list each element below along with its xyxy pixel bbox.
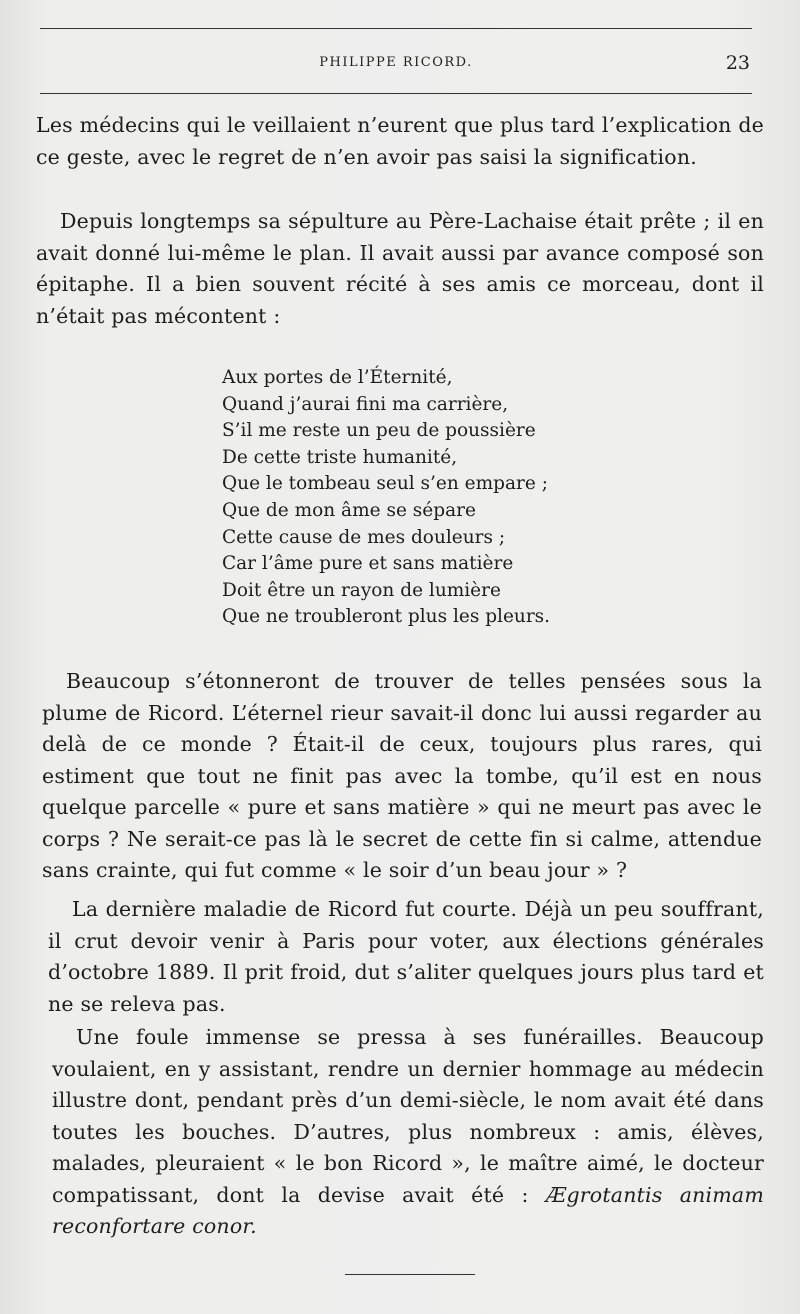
paragraph-text: Beaucoup s’étonneront de trouver de telles pensées sous la plume de Ricord. L’éternel rieur savait-il donc lui aussi regarder au delà de ce monde ? Était-il de ceux, toujours plus rares, qui estiment que tout ne finit pas avec la tombe, qu’il est en nous quelque parcelle « pure et sans matière » qui ne meurt pas avec le corps ? Ne serait-ce pas là le secret de cette fin si calme, attendue sans crainte, qui fut comme « le soir d’un beau jour » ?	[42, 669, 762, 882]
paragraph-1	[36, 110, 764, 173]
page-number: 23	[725, 52, 750, 74]
verse-line: Aux portes de l’Éternité,	[222, 367, 453, 388]
paragraph-text	[52, 1022, 764, 1243]
verse-line: Cette cause de mes douleurs ;	[222, 526, 506, 548]
verse-line: S’il me reste un peu de poussière	[222, 420, 536, 442]
verse-line: Que le tombeau seul s’en empare ;	[222, 473, 548, 495]
epitaph-poem	[222, 365, 550, 631]
running-head	[40, 52, 752, 76]
header-rule	[40, 93, 752, 94]
paragraph-text: Depuis longtemps sa sépulture au Père-Lachaise était prête ; il en avait donné lui-même le plan. Il avait aussi par avance composé son épitaphe. Il a bien souvent récité à ses amis ce morceau, dont il n’était pas mécontent :	[36, 209, 764, 328]
paragraph-4	[48, 894, 764, 1020]
latin-motto: Ægrotantis animam reconfortare conor.	[52, 1182, 764, 1238]
verse-line: Car l’âme pure et sans matière	[222, 553, 514, 575]
running-title: PHILIPPE RICORD.	[319, 55, 473, 70]
verse-line: De cette triste humanité,	[222, 446, 458, 468]
verse-line: Doit être un rayon de lumière	[222, 579, 501, 601]
verse-line: Quand j’aurai fini ma carrière,	[222, 393, 509, 415]
top-rule	[40, 28, 752, 29]
paragraph-text: Les médecins qui le veillaient n’eurent que plus tard l’explication de ce geste, avec le regret de n’en avoir pas saisi la signification.	[36, 113, 764, 169]
end-rule	[345, 1274, 475, 1275]
paragraph-3	[42, 666, 762, 887]
paragraph-body: Une foule immense se pressa à ses funérailles. Beaucoup voulaient, en y assistant, rendre un dernier hommage au médecin illustre dont, pendant près d’un demi-siècle, le nom avait été dans toutes les bouches. D’autres, plus nombreux : amis, élèves, malades, pleuraient « le bon Ricord », le maître aimé, le docteur compatissant, dont la devise avait été :	[52, 1025, 764, 1207]
verse-line: Que de mon âme se sépare	[222, 499, 476, 521]
paragraph-2	[36, 206, 764, 332]
paragraph-5	[52, 1022, 764, 1243]
verse-line: Que ne troubleront plus les pleurs.	[222, 606, 551, 628]
paragraph-text: La dernière maladie de Ricord fut courte. Déjà un peu souffrant, il crut devoir venir à Paris pour voter, aux élections générales d’octobre 1889. Il prit froid, dut s’aliter quelques jours plus tard et ne se releva pas.	[48, 897, 764, 1016]
